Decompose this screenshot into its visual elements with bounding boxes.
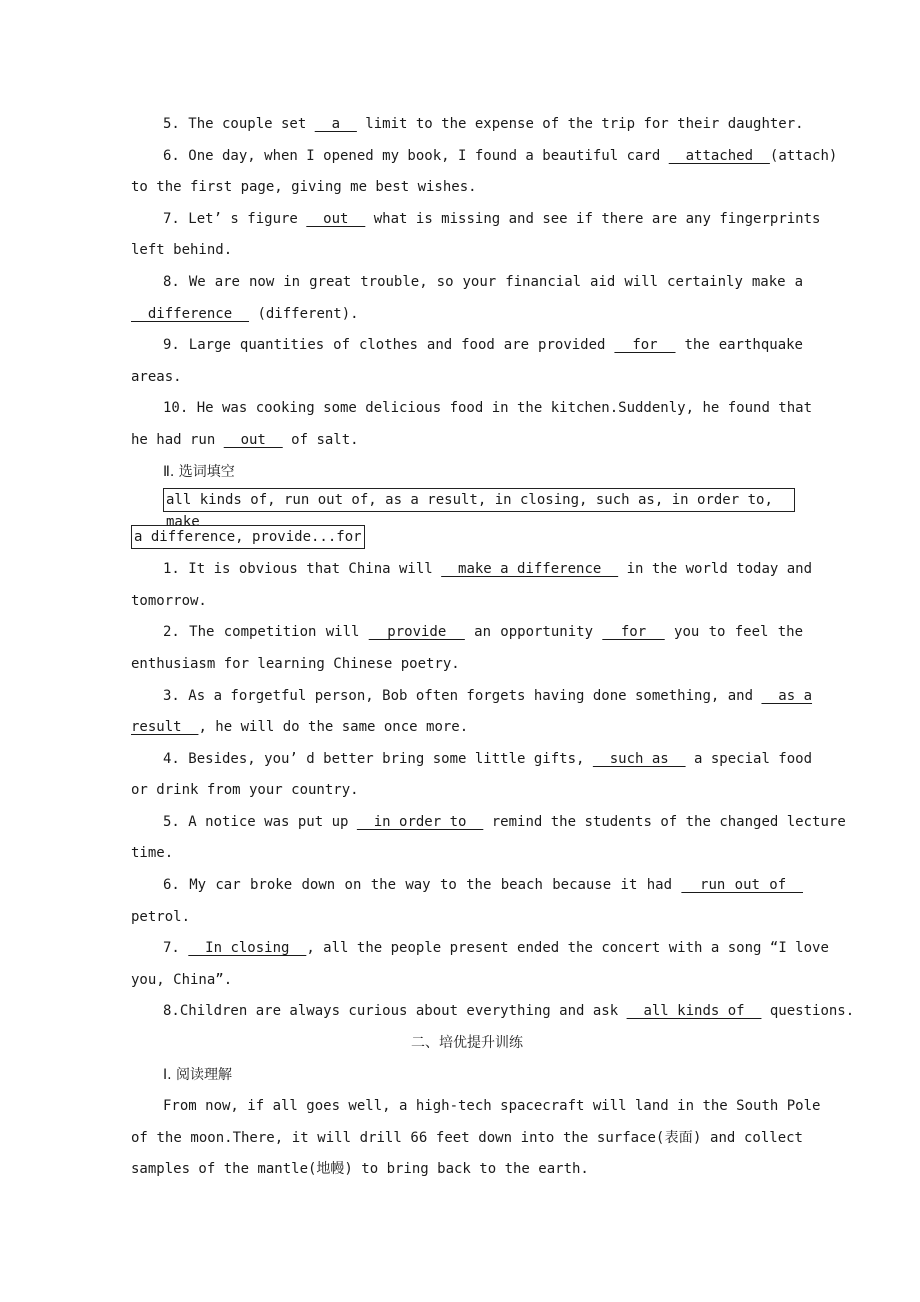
answer-blank: In closing: [188, 940, 307, 957]
exercise-line-p6b: [131, 902, 803, 934]
answer-blank: difference: [131, 305, 250, 322]
answer-blank: out: [223, 431, 283, 448]
sentence-text: the earthquake: [675, 337, 803, 354]
sentence-text: , he will do the same once more.: [198, 719, 469, 736]
sentence-text: (different).: [249, 305, 359, 322]
sentence-text: in the world today and: [618, 561, 813, 578]
sentence-text: 8.Children are always curious about everything and ask: [163, 1003, 627, 1020]
exercise-line-p1b: [131, 586, 803, 618]
exercise-line-q7a: [131, 204, 821, 236]
sentence-text: to the first page, giving me best wishes.: [131, 179, 477, 196]
exercise-line-p7b: [131, 965, 803, 997]
exercise-part-1: [131, 109, 838, 457]
answer-blank: all kinds of: [626, 1003, 762, 1020]
sentence-text: , all the people present ended the concert with a song “I love: [306, 940, 829, 957]
answer-blank: make a difference: [441, 561, 619, 578]
exercise-line-q5: [131, 109, 803, 141]
sentence-text: a special food: [685, 750, 813, 767]
answer-blank: such as: [592, 750, 686, 767]
exercise-line-p5a: [131, 807, 846, 839]
sentence-text: you, China”.: [131, 971, 233, 988]
exercise-line-p7a: [131, 933, 829, 965]
sentence-text: 7. Let’ s figure: [163, 210, 307, 227]
sentence-text: 8. We are now in great trouble, so your financial aid will certainly make a: [163, 273, 803, 290]
answer-blank: result: [131, 719, 199, 736]
exercise-line-p4b: [131, 775, 803, 807]
exercise-line-q9a: [131, 330, 803, 362]
exercise-line-q6b: [131, 172, 803, 204]
passage-line-2: of the moon.There, it will drill 66 feet down into the surface(表面) and collect: [131, 1129, 803, 1146]
exercise-line-q8b: [131, 299, 803, 331]
exercise-line-p8: [131, 996, 855, 1028]
word-box-line-1: [131, 488, 803, 531]
answer-blank: out: [306, 210, 366, 227]
sentence-text: areas.: [131, 368, 182, 385]
sentence-text: questions.: [761, 1003, 855, 1020]
exercise-line-q9b: [131, 362, 803, 394]
sentence-text: you to feel the: [664, 624, 804, 641]
sentence-text: 10. He was cooking some delicious food in the kitchen.Suddenly, he found that: [163, 400, 813, 417]
part-heading: 二、培优提升训练: [411, 1035, 523, 1052]
sentence-text: left behind.: [131, 242, 233, 259]
exercise-line-p3a: [131, 681, 813, 713]
sentence-text: an opportunity: [464, 624, 603, 641]
sentence-text: time.: [131, 845, 174, 862]
exercise-line-p3b: [131, 712, 803, 744]
document-content: [131, 109, 855, 1186]
sentence-text: enthusiasm for learning Chinese poetry.: [131, 655, 460, 672]
exercise-line-q10b: [131, 425, 803, 457]
answer-blank: for: [614, 337, 676, 354]
sentence-text: what is missing and see if there are any fingerprints: [365, 210, 821, 227]
exercise-line-q10a: [131, 393, 813, 425]
exercise-part-2: [131, 554, 855, 1028]
sentence-text: 6. One day, when I opened my book, I found a beautiful card: [163, 147, 669, 164]
sentence-text: 5. The couple set: [163, 116, 315, 132]
exercise-line-q6a: [131, 141, 838, 173]
exercise-line-p5b: [131, 838, 803, 870]
reading-heading: Ⅰ. 阅读理解: [163, 1066, 233, 1083]
sentence-text: of salt.: [282, 431, 359, 448]
exercise-line-q7b: [131, 235, 803, 267]
sentence-text: 5. A notice was put up: [163, 813, 357, 830]
word-box-text-2: a difference, provide...for: [131, 525, 365, 549]
answer-blank: a: [314, 116, 357, 132]
passage-line-1: From now, if all goes well, a high-tech spacecraft will land in the South Pole: [163, 1098, 821, 1115]
exercise-line-p6a: [131, 870, 803, 902]
sentence-text: 3. As a forgetful person, Bob often forgets having done something, and: [163, 687, 762, 704]
sentence-text: remind the students of the changed lecture: [483, 813, 846, 830]
sentence-text: or drink from your country.: [131, 782, 359, 799]
sentence-text: (attach): [769, 147, 838, 164]
answer-blank: in order to: [356, 813, 484, 830]
sentence-text: 2. The competition will: [163, 624, 369, 641]
sentence-text: 6. My car broke down on the way to the beach because it had: [163, 877, 682, 894]
exercise-line-p4a: [131, 744, 813, 776]
word-box-line-2: [131, 521, 803, 554]
sentence-text: he had run: [131, 431, 224, 448]
exercise-line-p1a: [131, 554, 813, 586]
answer-blank: as a: [761, 687, 813, 704]
section-heading-fill-in: Ⅱ. 选词填空: [163, 463, 235, 480]
sentence-text: petrol.: [131, 908, 191, 925]
answer-blank: for: [602, 624, 665, 641]
answer-blank: attached: [668, 147, 770, 164]
passage-line-3: samples of the mantle(地幔) to bring back to the earth.: [131, 1161, 589, 1178]
sentence-text: 7.: [163, 940, 189, 957]
exercise-line-p2b: [131, 649, 803, 681]
sentence-text: 1. It is obvious that China will: [163, 561, 442, 578]
answer-blank: provide: [368, 624, 465, 641]
sentence-text: limit to the expense of the trip for their daughter.: [356, 116, 804, 132]
sentence-text: tomorrow.: [131, 592, 207, 609]
sentence-text: 4. Besides, you’ d better bring some little gifts,: [163, 750, 593, 767]
word-box-text-1: all kinds of, run out of, as a result, in closing, such as, in order to, make: [163, 488, 795, 512]
exercise-line-q8a: [131, 267, 803, 299]
sentence-text: 9. Large quantities of clothes and food are provided: [163, 337, 615, 354]
exercise-line-p2a: [131, 617, 803, 649]
answer-blank: run out of: [681, 877, 803, 894]
